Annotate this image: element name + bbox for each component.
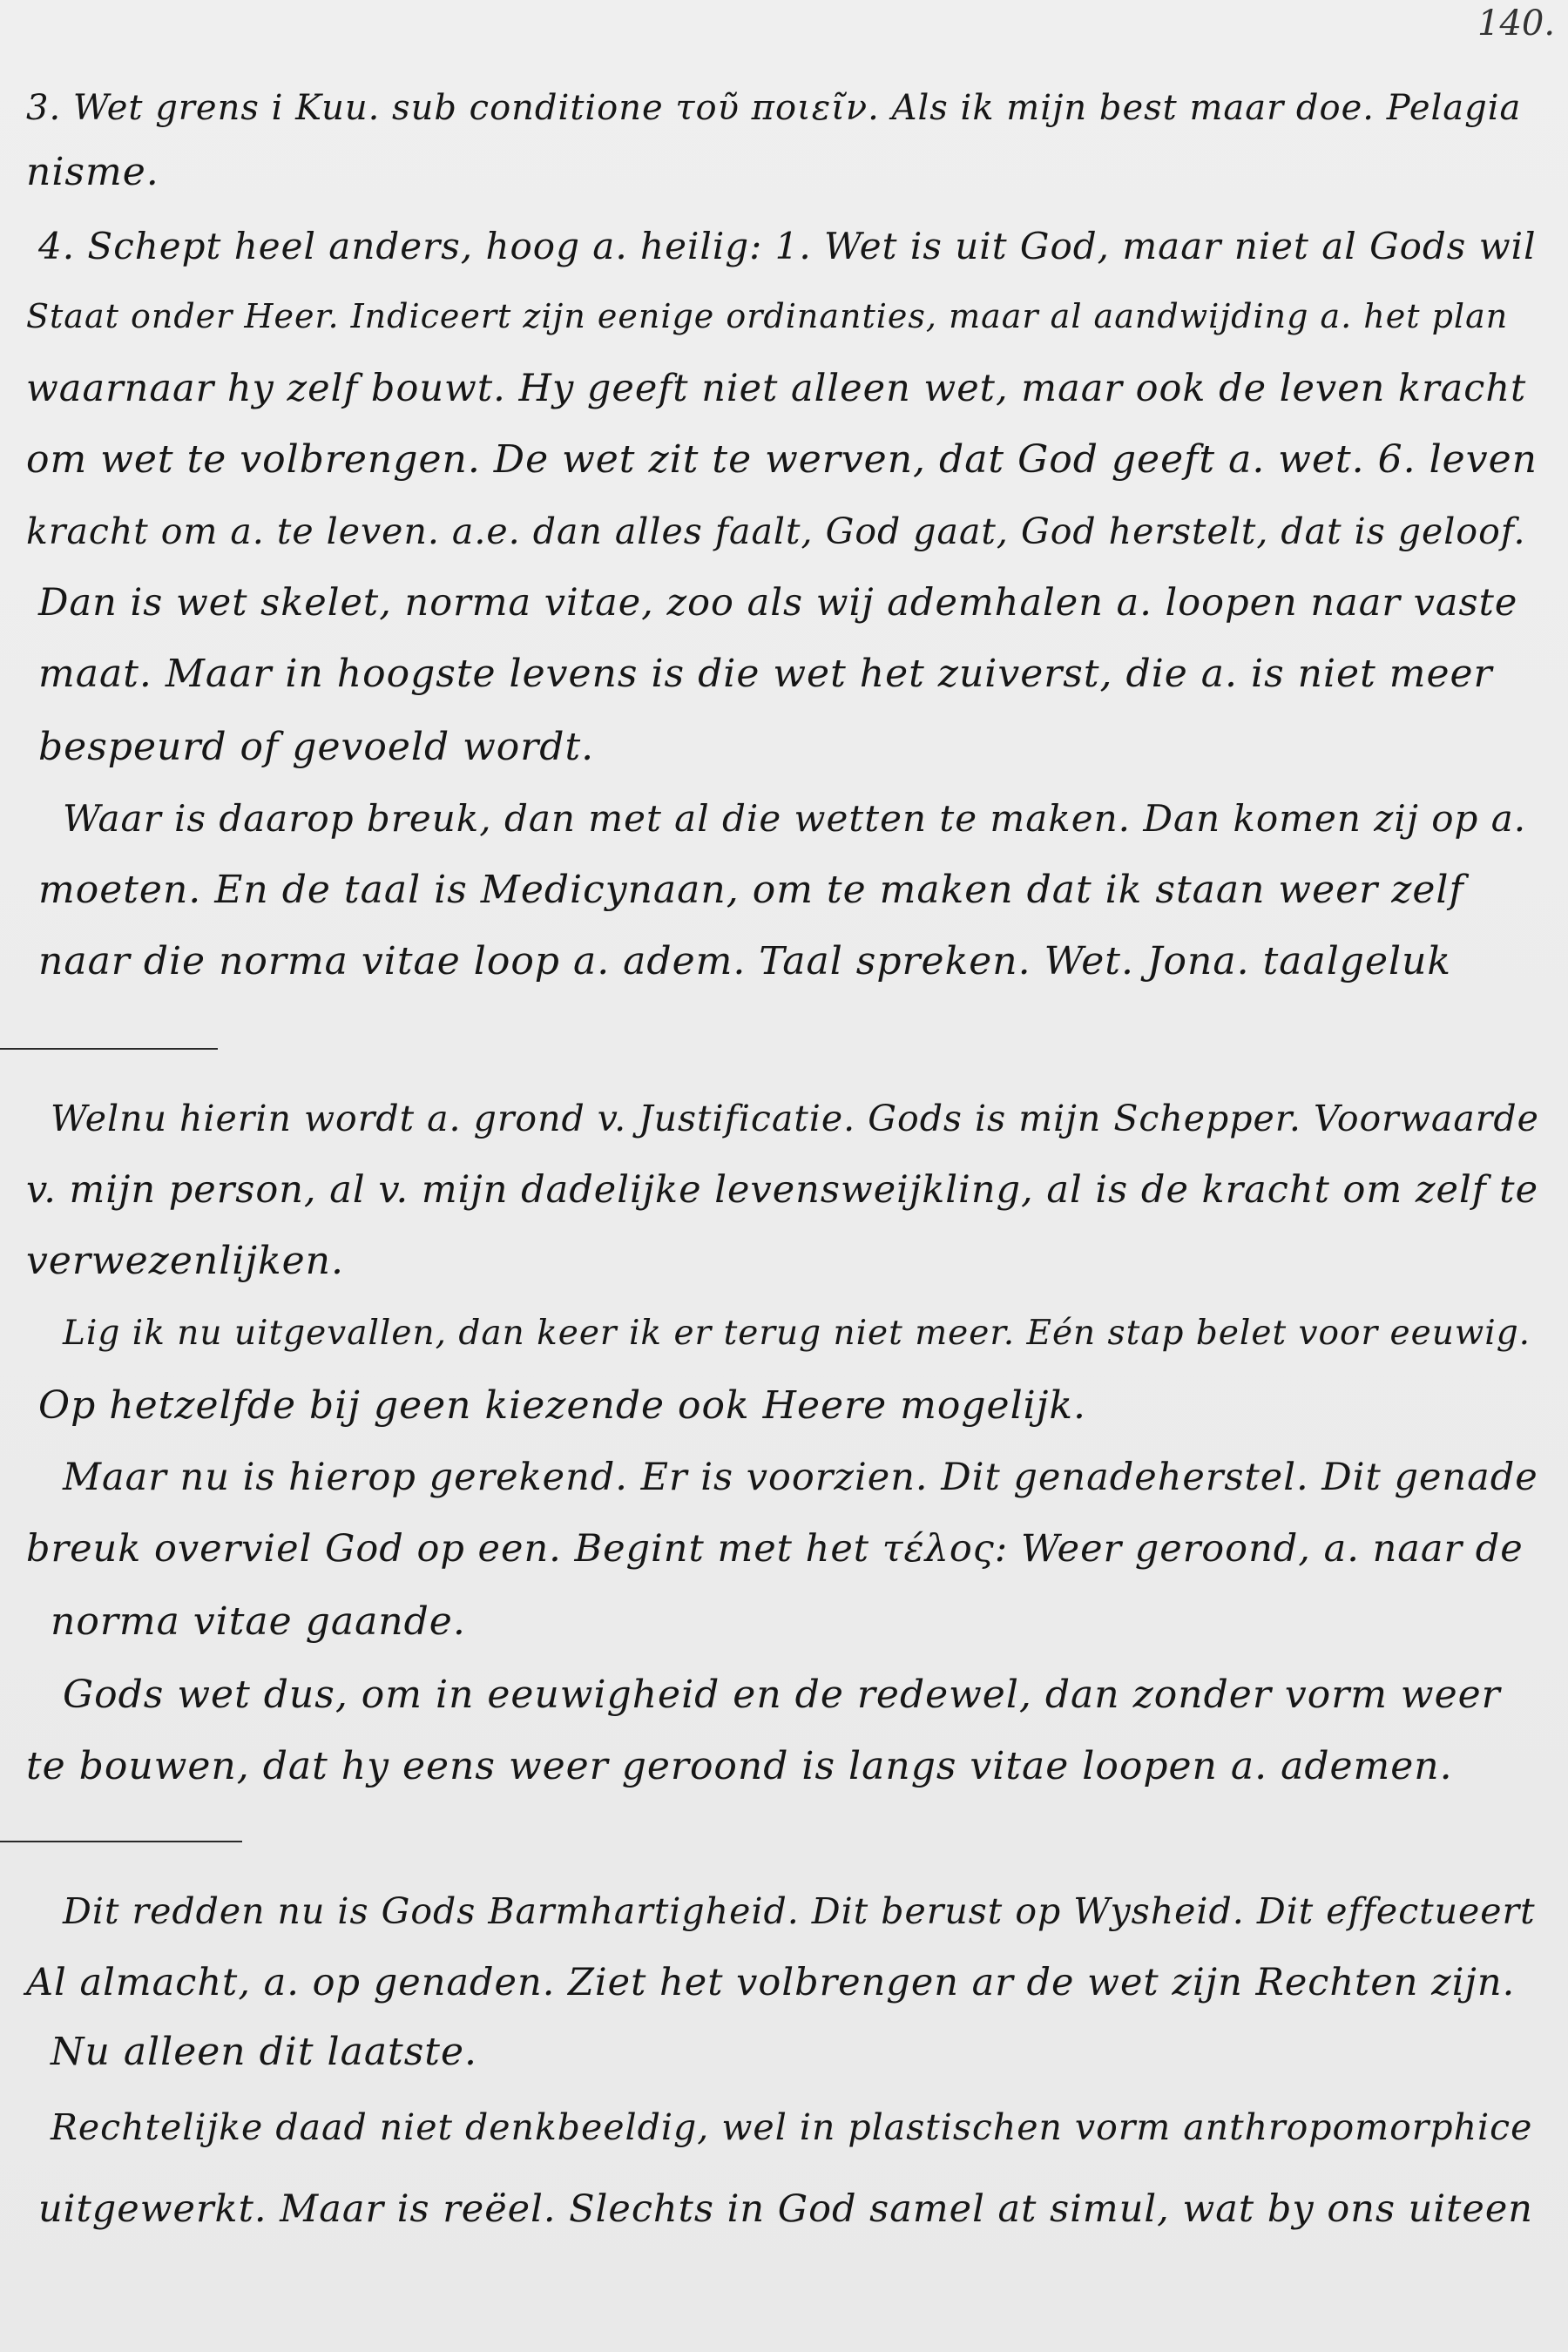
text-line: Waar is daarop breuk, dan met al die wetten te maken. Dan komen zij op a. xyxy=(63,797,1527,840)
text-line: Op hetzelfde bij geen kiezende ook Heere mogelijk. xyxy=(38,1383,1087,1428)
text-line: moeten. En de taal is Medicynaan, om te maken dat ik staan weer zelf xyxy=(38,868,1464,912)
text-line: te bouwen, dat hy eens weer geroond is langs vitae loopen a. ademen. xyxy=(26,1744,1453,1788)
text-line: Dit redden nu is Gods Barmhartigheid. Dit berust op Wysheid. Dit effectueert xyxy=(63,1890,1536,1932)
text-line: Gods wet dus, om in eeuwigheid en de redewel, dan zonder vorm weer xyxy=(63,1673,1501,1717)
text-line: Al almacht, a. op genaden. Ziet het volbrengen ar de wet zijn Rechten zijn. xyxy=(26,1961,1516,2004)
text-line: om wet te volbrengen. De wet zit te werven, dat God geeft a. wet. 6. leven xyxy=(26,437,1538,482)
text-line: kracht om a. te leven. a.e. dan alles faalt, God gaat, God herstelt, dat is geloof. xyxy=(26,510,1526,552)
text-line: Staat onder Heer. Indiceert zijn eenige ordinanties, maar al aandwijding a. het plan xyxy=(26,297,1509,335)
page-number: 140. xyxy=(1477,3,1556,44)
text-line: nisme. xyxy=(26,150,159,194)
text-line: uitgewerkt. Maar is reëel. Slechts in God samel at simul, wat by ons uiteen xyxy=(38,2187,1533,2231)
text-line: Lig ik nu uitgevallen, dan keer ik er terug niet meer. Eén stap belet voor eeuwig. xyxy=(63,1314,1531,1353)
text-line: 3. Wet grens i Kuu. sub conditione τοῦ ποιεῖν. Als ik mijn best maar doe. Pelagia xyxy=(26,88,1522,128)
text-line: Rechtelijke daad niet denkbeeldig, wel in plastischen vorm anthropomorphice xyxy=(51,2106,1533,2148)
text-line: norma vitae gaande. xyxy=(51,1599,466,1644)
text-line: 4. Schept heel anders, hoog a. heilig: 1. Wet is uit God, maar niet al Gods wil xyxy=(38,225,1537,267)
text-line: Nu alleen dit laatste. xyxy=(51,2030,478,2074)
text-line: bespeurd of gevoeld wordt. xyxy=(38,725,595,769)
text-line: waarnaar hy zelf bouwt. Hy geeft niet alleen wet, maar ook de leven kracht xyxy=(26,367,1527,410)
section-divider xyxy=(0,1048,218,1050)
text-line: verwezenlijken. xyxy=(26,1239,345,1283)
section-divider xyxy=(0,1841,242,1842)
text-line: Maar nu is hierop gerekend. Er is voorzien. Dit genadeherstel. Dit genade xyxy=(63,1456,1538,1499)
text-line: maat. Maar in hoogste levens is die wet het zuiverst, die a. is niet meer xyxy=(38,652,1493,696)
text-line: naar die norma vitae loop a. adem. Taal spreken. Wet. Jona. taalgeluk xyxy=(38,939,1452,983)
text-line: breuk overviel God op een. Begint met het τέλος: Weer geroond, a. naar de xyxy=(26,1527,1524,1571)
text-line: v. mijn person, al v. mijn dadelijke levensweijkling, al is de kracht om zelf te xyxy=(26,1168,1539,1212)
text-line: Dan is wet skelet, norma vitae, zoo als wij ademhalen a. loopen naar vaste xyxy=(38,581,1518,625)
text-line: Welnu hierin wordt a. grond v. Justificatie. Gods is mijn Schepper. Voorwaarde xyxy=(51,1098,1539,1139)
